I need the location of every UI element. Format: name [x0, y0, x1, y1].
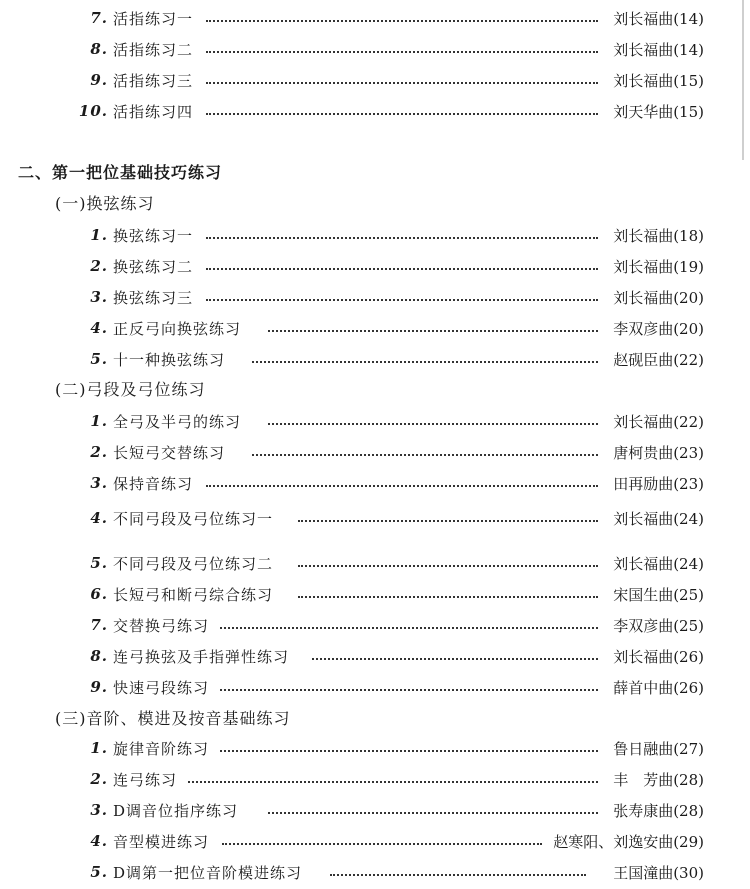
dot-leader — [206, 268, 598, 270]
entry-title: D调音位指序练习 — [113, 801, 239, 820]
entry-title: 换弦练习一 — [113, 226, 194, 245]
entry-title: 交替换弓练习 — [113, 616, 210, 635]
entry-number: 2. — [90, 443, 108, 461]
toc-entry[interactable] — [0, 829, 750, 853]
entry-title: D调第一把位音阶模进练习 — [113, 863, 303, 882]
entry-title: 连弓练习 — [113, 770, 178, 789]
toc-entry[interactable] — [0, 860, 750, 884]
entry-number: 7. — [90, 9, 108, 27]
entry-title: 全弓及半弓的练习 — [113, 412, 242, 431]
subsection-heading[interactable]: (一)换弦练习 — [55, 194, 155, 213]
toc-entry[interactable] — [0, 409, 750, 433]
entry-number: 4. — [90, 832, 108, 850]
entry-composer: 刘长福曲(14) — [613, 9, 704, 28]
dot-leader — [298, 565, 598, 567]
entry-number: 2. — [90, 257, 108, 275]
toc-entry[interactable] — [0, 767, 750, 791]
entry-composer: 王国潼曲(30) — [613, 863, 704, 882]
entry-number: 5. — [90, 863, 108, 881]
dot-leader — [206, 51, 598, 53]
entry-title: 长短弓和断弓综合练习 — [113, 585, 274, 604]
dot-leader — [252, 361, 598, 363]
entry-title: 不同弓段及弓位练习二 — [113, 554, 274, 573]
dot-leader — [206, 485, 598, 487]
toc-entry[interactable] — [0, 440, 750, 464]
entry-composer: 薛首中曲(26) — [613, 678, 704, 697]
dot-leader — [206, 237, 598, 239]
entry-number: 1. — [90, 739, 108, 757]
entry-composer: 刘长福曲(22) — [613, 412, 704, 431]
entry-title: 活指练习四 — [113, 102, 194, 121]
dot-leader — [206, 82, 598, 84]
entry-composer: 刘长福曲(18) — [613, 226, 704, 245]
entry-composer: 宋国生曲(25) — [613, 585, 704, 604]
entry-title: 连弓换弦及手指弹性练习 — [113, 647, 290, 666]
entry-number: 7. — [90, 616, 108, 634]
entry-number: 3. — [90, 288, 108, 306]
dot-leader — [220, 689, 598, 691]
entry-title: 快速弓段练习 — [113, 678, 210, 697]
dot-leader — [268, 330, 598, 332]
toc-entry[interactable] — [0, 347, 750, 371]
entry-composer: 刘长福曲(14) — [613, 40, 704, 59]
entry-title: 活指练习三 — [113, 71, 194, 90]
toc-entry[interactable] — [0, 223, 750, 247]
entry-composer: 田再励曲(23) — [613, 474, 704, 493]
entry-composer: 刘长福曲(24) — [613, 509, 704, 528]
dot-leader — [312, 658, 598, 660]
entry-title: 保持音练习 — [113, 474, 194, 493]
toc-entry[interactable] — [0, 506, 750, 530]
entry-composer: 赵寒阳、刘逸安曲(29) — [553, 832, 704, 851]
entry-number: 10. — [78, 102, 108, 120]
toc-entry[interactable] — [0, 316, 750, 340]
entry-title: 活指练习二 — [113, 40, 194, 59]
toc-entry[interactable] — [0, 285, 750, 309]
toc-entry[interactable] — [0, 736, 750, 760]
entry-number: 2. — [90, 770, 108, 788]
dot-leader — [220, 750, 598, 752]
toc-entry[interactable] — [0, 99, 750, 123]
subsection-heading[interactable]: (三)音阶、模进及按音基础练习 — [55, 709, 291, 728]
toc-entry[interactable] — [0, 551, 750, 575]
dot-leader — [298, 520, 598, 522]
entry-composer: 丰 芳曲(28) — [613, 770, 704, 789]
entry-number: 4. — [90, 509, 108, 527]
dot-leader — [206, 20, 598, 22]
entry-number: 9. — [90, 71, 108, 89]
toc-entry[interactable] — [0, 675, 750, 699]
entry-number: 5. — [90, 554, 108, 572]
dot-leader — [220, 627, 598, 629]
entry-composer: 李双彦曲(20) — [613, 319, 704, 338]
dot-leader — [206, 113, 598, 115]
entry-composer: 鲁日融曲(27) — [613, 739, 704, 758]
dot-leader — [268, 812, 598, 814]
entry-number: 8. — [90, 40, 108, 58]
toc-entry[interactable] — [0, 613, 750, 637]
toc-entry[interactable] — [0, 6, 750, 30]
entry-composer: 刘长福曲(19) — [613, 257, 704, 276]
entry-composer: 刘天华曲(15) — [613, 102, 704, 121]
entry-title: 不同弓段及弓位练习一 — [113, 509, 274, 528]
toc-entry[interactable] — [0, 798, 750, 822]
entry-composer: 赵砚臣曲(22) — [613, 350, 704, 369]
dot-leader — [298, 596, 598, 598]
entry-title: 音型模进练习 — [113, 832, 210, 851]
entry-number: 8. — [90, 647, 108, 665]
dot-leader — [330, 874, 586, 876]
toc-entry[interactable] — [0, 68, 750, 92]
entry-title: 换弦练习三 — [113, 288, 194, 307]
toc-entry[interactable] — [0, 254, 750, 278]
entry-number: 3. — [90, 801, 108, 819]
dot-leader — [188, 781, 598, 783]
entry-composer: 李双彦曲(25) — [613, 616, 704, 635]
toc-entry[interactable] — [0, 471, 750, 495]
toc-entry[interactable] — [0, 644, 750, 668]
entry-number: 6. — [90, 585, 108, 603]
entry-composer: 刘长福曲(24) — [613, 554, 704, 573]
entry-title: 长短弓交替练习 — [113, 443, 226, 462]
entry-number: 4. — [90, 319, 108, 337]
dot-leader — [268, 423, 598, 425]
entry-title: 换弦练习二 — [113, 257, 194, 276]
entry-number: 9. — [90, 678, 108, 696]
entry-composer: 刘长福曲(15) — [613, 71, 704, 90]
toc-entry[interactable] — [0, 582, 750, 606]
entry-title: 活指练习一 — [113, 9, 194, 28]
entry-composer: 刘长福曲(20) — [613, 288, 704, 307]
entry-number: 5. — [90, 350, 108, 368]
entry-title: 正反弓向换弦练习 — [113, 319, 242, 338]
dot-leader — [222, 843, 542, 845]
section-heading[interactable]: 二、第一把位基础技巧练习 — [18, 163, 223, 182]
toc-entry[interactable] — [0, 37, 750, 61]
entry-number: 1. — [90, 412, 108, 430]
entry-title: 旋律音阶练习 — [113, 739, 210, 758]
entry-title: 十一种换弦练习 — [113, 350, 226, 369]
entry-number: 3. — [90, 474, 108, 492]
dot-leader — [252, 454, 598, 456]
entry-composer: 刘长福曲(26) — [613, 647, 704, 666]
entry-composer: 张寿康曲(28) — [613, 801, 704, 820]
dot-leader — [206, 299, 598, 301]
entry-number: 1. — [90, 226, 108, 244]
entry-composer: 唐柯贵曲(23) — [613, 443, 704, 462]
subsection-heading[interactable]: (二)弓段及弓位练习 — [55, 380, 206, 399]
